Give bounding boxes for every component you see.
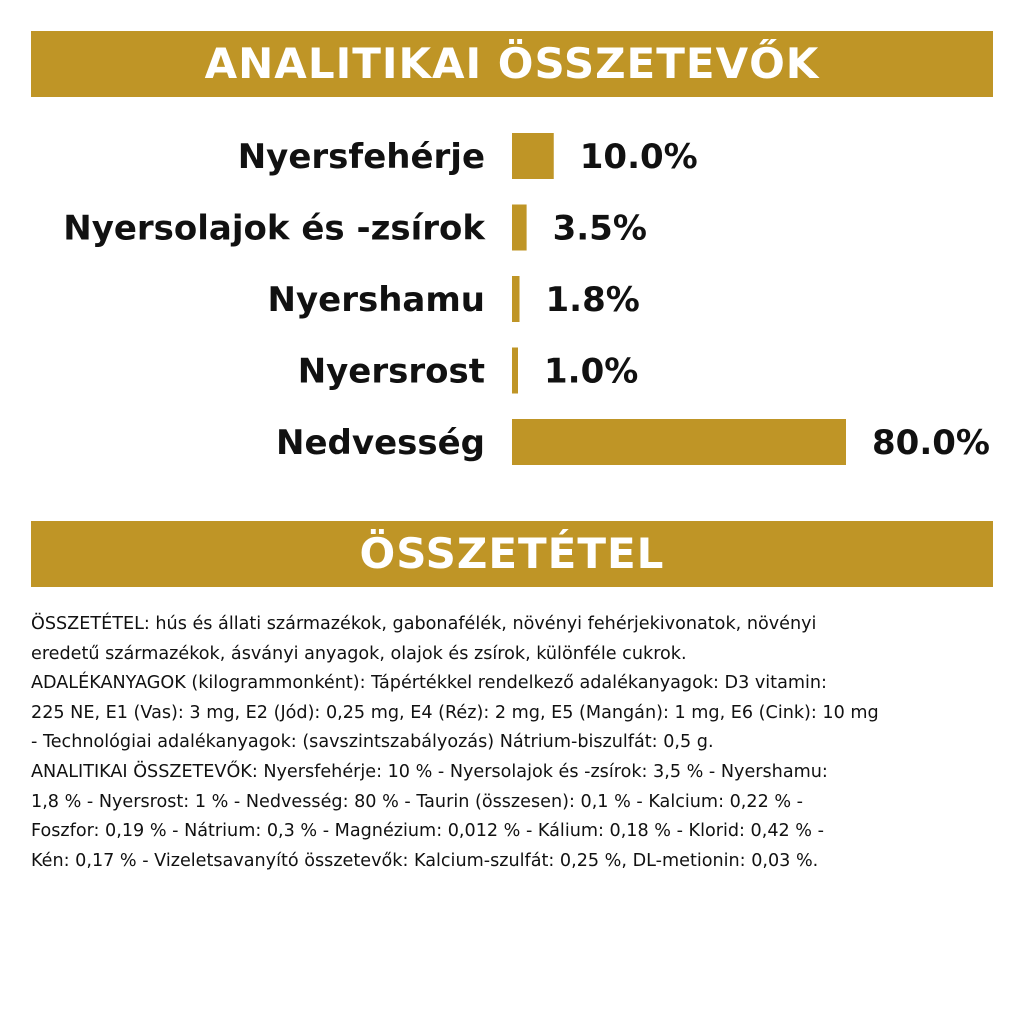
- bar: [512, 419, 846, 465]
- composition-line: - Technológiai adalékanyagok: (savszintszabályozás) Nátrium-biszulfát: 0,5 g.: [31, 732, 714, 753]
- composition-line: Kén: 0,17 % - Vizeletsavanyító összetevők: Kalcium-szulfát: 0,25 %, DL-metionin: 0,03 %.: [31, 850, 819, 871]
- category-label: Nyershamu: [267, 280, 485, 320]
- bar: [512, 205, 527, 251]
- composition-text: [31, 610, 993, 876]
- bar: [512, 133, 554, 179]
- value-label: 80.0%: [872, 423, 990, 463]
- composition-line: eredetű származékok, ásványi anyagok, olajok és zsírok, különféle cukrok.: [31, 643, 687, 664]
- composition-line: 225 NE, E1 (Vas): 3 mg, E2 (Jód): 0,25 mg, E4 (Réz): 2 mg, E5 (Mangán): 1 mg, E6 (Cink): 10 mg: [31, 702, 879, 723]
- bar: [512, 276, 520, 322]
- category-label: Nyersrost: [297, 351, 485, 392]
- analytical-constituents-banner: ANALITIKAI ÖSSZETEVŐK: [31, 31, 993, 97]
- analytical-constituents-chart: [0, 120, 1024, 490]
- value-label: 1.0%: [544, 351, 639, 392]
- composition-banner: ÖSSZETÉTEL: [31, 521, 993, 587]
- category-label: Nyersolajok és -zsírok: [63, 208, 485, 249]
- composition-line: ÖSSZETÉTEL: hús és állati származékok, gabonafélék, növényi fehérjekivonatok, növényi: [31, 614, 817, 634]
- composition-line: ADALÉKANYAGOK (kilogrammonként): Tápértékkel rendelkező adalékanyagok: D3 vitamin:: [31, 673, 827, 694]
- composition-line: ANALITIKAI ÖSSZETEVŐK: Nyersfehérje: 10 % - Nyersolajok és -zsírok: 3,5 % - Nyershamu:: [31, 761, 828, 782]
- value-label: 10.0%: [579, 137, 698, 177]
- bar: [512, 348, 518, 394]
- value-label: 3.5%: [552, 208, 647, 249]
- composition-line: Foszfor: 0,19 % - Nátrium: 0,3 % - Magnézium: 0,012 % - Kálium: 0,18 % - Klorid: 0,42 % -: [31, 821, 824, 842]
- category-label: Nyersfehérje: [237, 137, 485, 177]
- category-label: Nedvesség: [276, 423, 485, 463]
- value-label: 1.8%: [545, 280, 640, 320]
- composition-line: 1,8 % - Nyersrost: 1 % - Nedvesség: 80 % - Taurin (összesen): 0,1 % - Kalcium: 0,22 % -: [31, 791, 804, 812]
